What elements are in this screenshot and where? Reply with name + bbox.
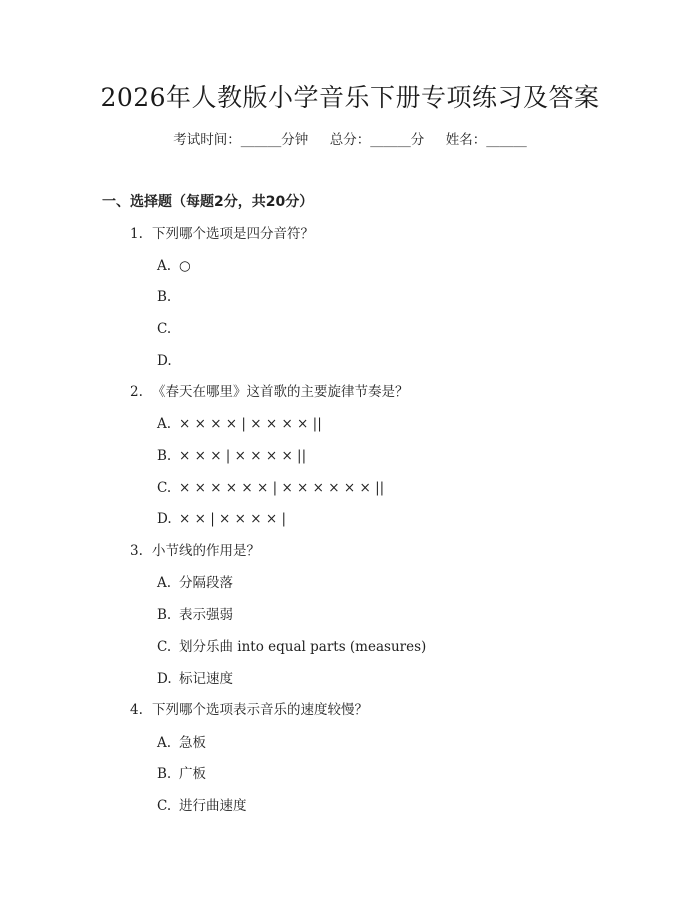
- question-text: 下列哪个选项表示音乐的速度较慢？: [152, 702, 368, 718]
- option-text: 进行曲速度: [179, 798, 247, 814]
- option-1d: [157, 351, 179, 371]
- option-4c: [157, 796, 247, 816]
- option-2d: [157, 509, 286, 529]
- option-text: 标记速度: [179, 671, 233, 687]
- option-3d: [157, 669, 233, 689]
- document-title: 2026年人教版小学音乐下册专项练习及答案: [100, 83, 600, 112]
- option-text: × × × × × × | × × × × × × ||: [179, 480, 385, 496]
- option-label: C.: [157, 321, 172, 337]
- question-1: [130, 224, 314, 244]
- option-3b: [157, 605, 233, 625]
- question-text: 《春天在哪里》这首歌的主要旋律节奏是？: [152, 384, 409, 400]
- option-4b: [157, 764, 206, 784]
- option-1b: [157, 287, 179, 307]
- question-number: 4.: [130, 702, 143, 718]
- option-label: A.: [157, 735, 172, 751]
- option-text: 划分乐曲 into equal parts (measures): [179, 639, 427, 655]
- question-number: 3.: [130, 543, 143, 559]
- question-text: 下列哪个选项是四分音符？: [152, 226, 314, 242]
- option-text: × × | × × × × |: [179, 511, 287, 527]
- option-3c: [157, 637, 426, 657]
- option-2b: [157, 446, 306, 466]
- option-text: 急板: [179, 735, 206, 751]
- option-label: C.: [157, 639, 172, 655]
- option-label: B.: [157, 766, 172, 782]
- option-text: × × × × | × × × × ||: [179, 416, 322, 432]
- option-text: 分隔段落: [179, 575, 233, 591]
- option-text: ○: [179, 258, 191, 274]
- question-3: [130, 541, 260, 561]
- question-4: [130, 700, 368, 720]
- option-2a: [157, 414, 322, 434]
- option-label: C.: [157, 798, 172, 814]
- option-label: B.: [157, 607, 172, 623]
- question-number: 1.: [130, 226, 143, 242]
- option-label: D.: [157, 353, 172, 369]
- option-2c: [157, 478, 384, 498]
- option-3a: [157, 573, 233, 593]
- option-1c: [157, 319, 179, 339]
- question-2: [130, 382, 409, 402]
- option-label: D.: [157, 671, 172, 687]
- option-label: A.: [157, 416, 172, 432]
- question-text: 小节线的作用是？: [152, 543, 260, 559]
- option-label: B.: [157, 448, 172, 464]
- option-1a: [157, 256, 191, 276]
- option-text: × × × | × × × × ||: [179, 448, 307, 464]
- option-text: 广板: [179, 766, 206, 782]
- option-label: A.: [157, 258, 172, 274]
- section-heading-choice: 一、选择题（每题2分，共20分）: [102, 194, 314, 210]
- option-4a: [157, 733, 206, 753]
- question-number: 2.: [130, 384, 143, 400]
- option-label: C.: [157, 480, 172, 496]
- option-label: B.: [157, 289, 172, 305]
- option-label: D.: [157, 511, 172, 527]
- exam-info-line: 考试时间：______分钟 总分：______分 姓名：______: [173, 132, 527, 148]
- option-label: A.: [157, 575, 172, 591]
- option-text: 表示强弱: [179, 607, 233, 623]
